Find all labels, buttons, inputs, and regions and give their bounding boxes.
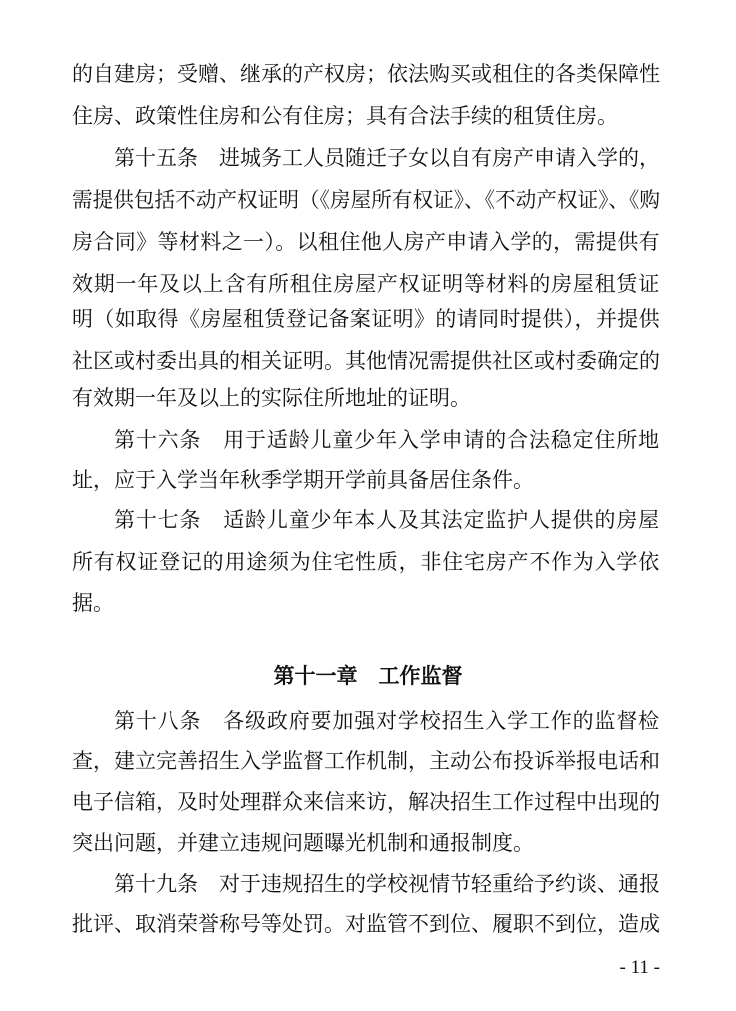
text-line: 明（如取得《房屋租赁登记备案证明》的请同时提供），并提供: [72, 307, 660, 331]
text-line: 查，建立完善招生入学监督工作机制，主动公布投诉举报电话和: [72, 749, 660, 773]
text-line: 的自建房；受赠、继承的产权房；依法购买或租住的各类保障性: [72, 62, 660, 86]
text-line: 第十九条 对于违规招生的学校视情节轻重给予约谈、通报: [114, 872, 660, 896]
text-line: 第十五条 进城务工人员随迁子女以自有房产申请入学的，: [114, 146, 660, 170]
chapter-heading: 第十一章 工作监督: [273, 664, 463, 688]
text-line: 社区或村委出具的相关证明。其他情况需提供社区或村委确定的: [72, 349, 660, 373]
text-line: 效期一年及以上含有所租住房屋产权证明等材料的房屋租赁证: [72, 272, 660, 296]
text-line: 第十七条 适龄儿童少年本人及其法定监护人提供的房屋: [114, 508, 660, 532]
text-line: 第十八条 各级政府要加强对学校招生入学工作的监督检: [114, 709, 660, 733]
text-line: 突出问题，并建立违规问题曝光机制和通报制度。: [72, 831, 534, 855]
text-line: 据。: [72, 591, 114, 615]
text-line: 址，应于入学当年秋季学期开学前具备居住条件。: [72, 468, 534, 492]
page-number: - 11 -: [619, 957, 660, 978]
text-line: 批评、取消荣誉称号等处罚。对监管不到位、履职不到位，造成: [72, 912, 660, 936]
text-line: 电子信箱，及时处理群众来信来访，解决招生工作过程中出现的: [72, 790, 660, 814]
text-line: 第十六条 用于适龄儿童少年入学申请的合法稳定住所地: [114, 428, 660, 452]
text-line: 所有权证登记的用途须为住宅性质，非住宅房产不作为入学依: [72, 550, 660, 574]
text-line: 需提供包括不动产权证明（《房屋所有权证》、《不动产权证》、《购: [72, 188, 660, 212]
text-line: 有效期一年及以上的实际住所地址的证明。: [72, 386, 471, 410]
text-line: 住房、政策性住房和公有住房；具有合法手续的租赁住房。: [72, 104, 618, 128]
text-line: 房合同》等材料之一）。以租住他人房产申请入学的，需提供有: [72, 230, 660, 254]
